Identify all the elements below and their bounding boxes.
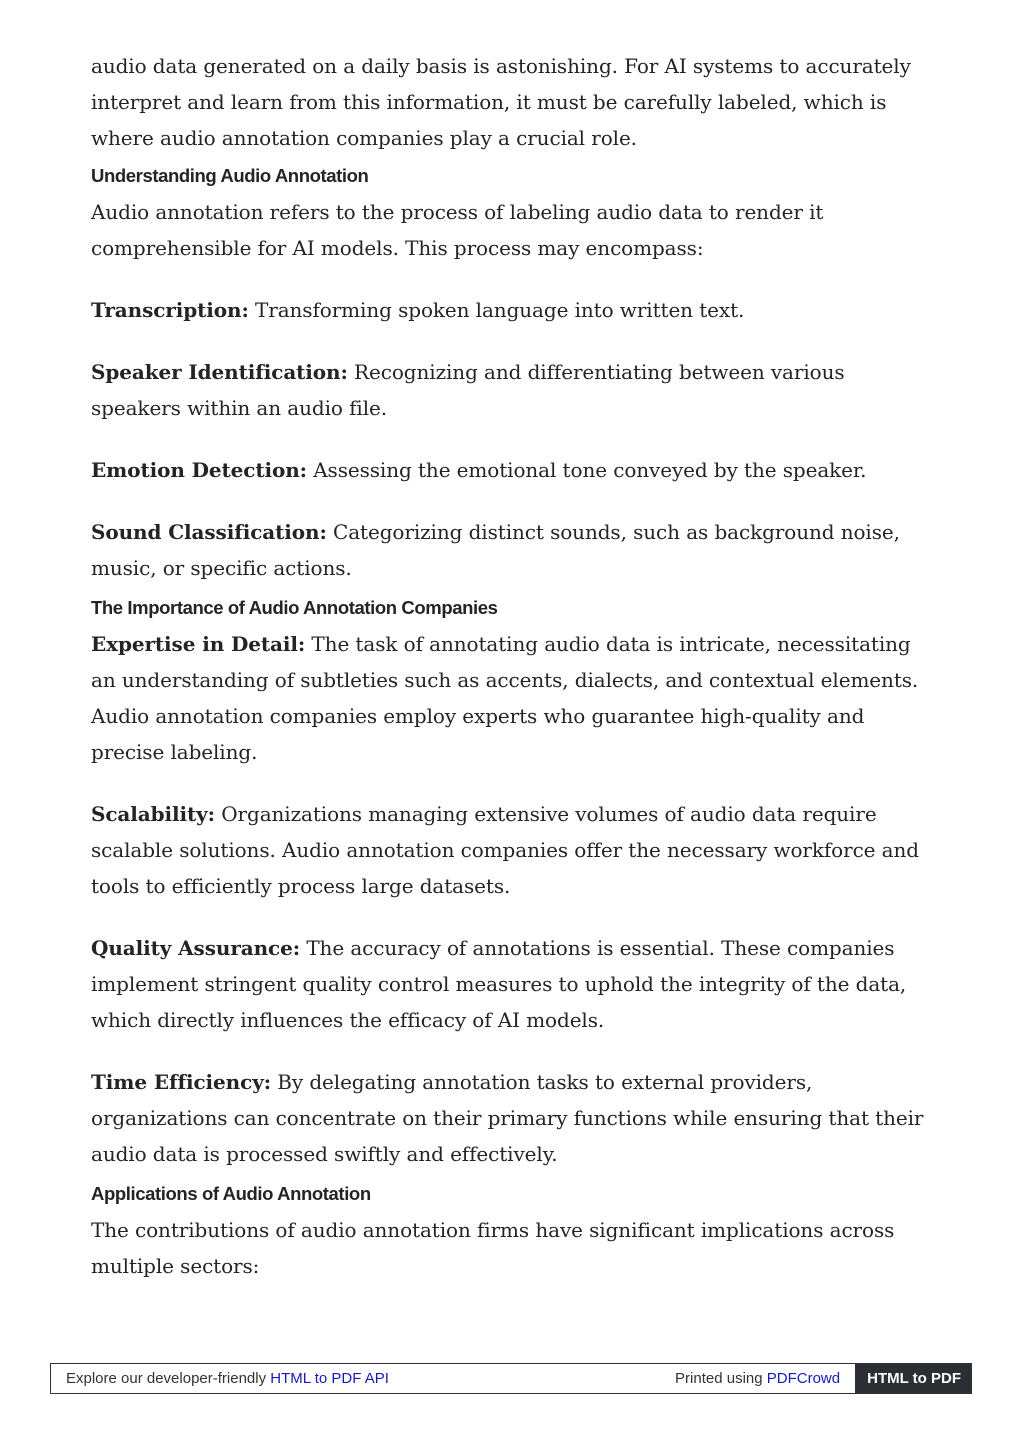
definition-item-sound-classification — [91, 514, 936, 586]
section-intro-paragraph: Audio annotation refers to the process of labeling audio data to render it comprehensible for AI models. This process may encompass: — [91, 200, 824, 260]
importance-term: Time Efficiency: — [91, 1070, 272, 1094]
definition-term: Transcription: — [91, 298, 249, 322]
definition-item-speaker-identification — [91, 354, 936, 426]
importance-item-expertise — [91, 626, 936, 770]
definition-term: Sound Classification: — [91, 520, 327, 544]
importance-item-quality-assurance — [91, 930, 936, 1038]
importance-term: Scalability: — [91, 802, 215, 826]
html-to-pdf-badge[interactable]: HTML to PDF — [855, 1364, 971, 1393]
importance-item-time-efficiency — [91, 1064, 936, 1172]
intro-paragraph: audio data generated on a daily basis is astonishing. For AI systems to accurately interpret and learn from this information, it must be carefully labeled, which is where audio annotation companies play a crucial role. — [91, 54, 911, 150]
importance-text: The accuracy of annotations is essential. These companies implement stringent quality control measures to uphold the integrity of the data, which directly influences the efficacy of AI models. — [91, 936, 907, 1032]
importance-text: By delegating annotation tasks to external providers, organizations can concentrate on their primary functions while ensuring that their audio data is processed swiftly and effectively. — [91, 1070, 924, 1166]
importance-item-scalability — [91, 796, 936, 904]
section-heading-applications: Applications of Audio Annotation — [91, 1183, 371, 1204]
footer-explore-text: Explore our developer-friendly — [66, 1370, 267, 1387]
section-heading-understanding: Understanding Audio Annotation — [91, 165, 369, 186]
definition-text: Recognizing and differentiating between various speakers within an audio file. — [91, 360, 845, 420]
importance-text: Organizations managing extensive volumes of audio data require scalable solutions. Audio annotation companies offer the necessary workforce and tools to efficiently process large datasets. — [91, 802, 919, 898]
definition-text: Transforming spoken language into written text. — [255, 298, 745, 322]
importance-text: The task of annotating audio data is intricate, necessitating an understanding of subtleties such as accents, dialects, and contextual elements. Audio annotation companies employ experts who guarantee high-quality and precise labeling. — [91, 632, 919, 764]
pdfcrowd-link[interactable]: PDFCrowd — [766, 1370, 841, 1387]
definition-item-emotion-detection — [91, 452, 936, 488]
importance-term: Quality Assurance: — [91, 936, 301, 960]
importance-term: Expertise in Detail: — [91, 632, 306, 656]
applications-intro-paragraph: The contributions of audio annotation firms have significant implications across multiple sectors: — [91, 1218, 895, 1278]
footer-printed-text: Printed using — [675, 1370, 763, 1387]
definition-term: Speaker Identification: — [91, 360, 348, 384]
definition-item-transcription — [91, 292, 936, 328]
definition-text: Categorizing distinct sounds, such as background noise, music, or specific actions. — [91, 520, 900, 580]
html-to-pdf-api-link[interactable]: HTML to PDF API — [270, 1370, 389, 1387]
article-body — [91, 48, 936, 1310]
definition-text: Assessing the emotional tone conveyed by the speaker. — [313, 458, 867, 482]
footer-printed — [675, 1370, 855, 1387]
section-heading-importance: The Importance of Audio Annotation Companies — [91, 597, 498, 618]
pdfcrowd-footer-bar — [50, 1363, 972, 1394]
definition-term: Emotion Detection: — [91, 458, 307, 482]
footer-explore — [51, 1370, 675, 1387]
